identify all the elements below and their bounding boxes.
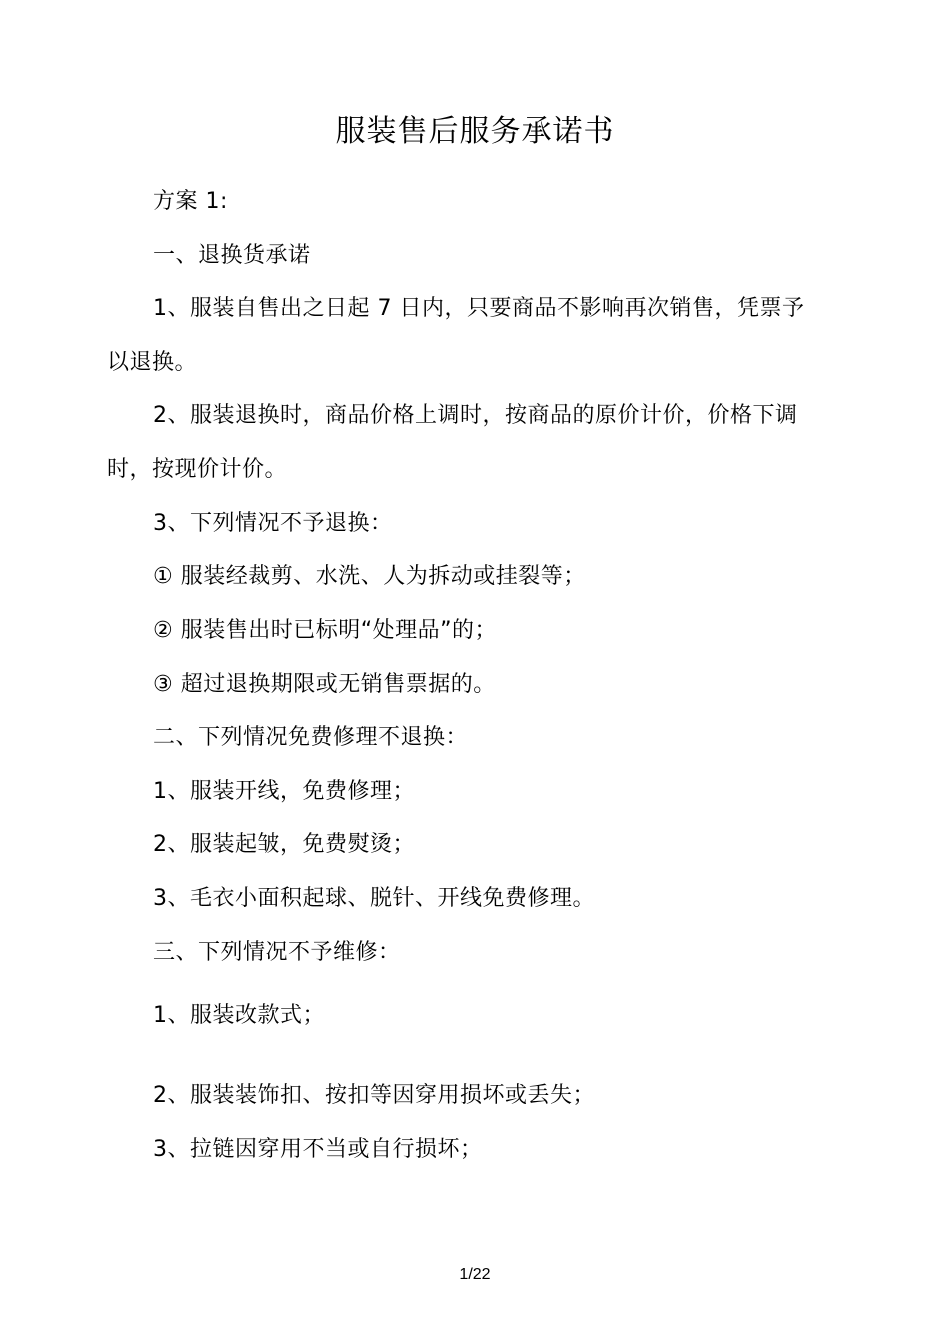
list-item: 2、服装起皱，免费熨烫； xyxy=(153,832,415,857)
paragraph-line-continued: 时，按现价计价。 xyxy=(107,457,288,482)
list-item: ③ 超过退换期限或无销售票据的。 xyxy=(153,672,496,697)
paragraph-line: 1、服装自售出之日起 7 日内，只要商品不影响再次销售，凭票予 xyxy=(153,296,805,321)
scheme-label: 方案 1: xyxy=(153,189,228,214)
list-item: ② 服装售出时已标明“处理品”的； xyxy=(153,618,498,643)
paragraph-line: 2、服装退换时，商品价格上调时，按商品的原价计价，价格下调 xyxy=(153,403,798,428)
list-item: 3、拉链因穿用不当或自行损坏； xyxy=(153,1137,483,1162)
section-heading-return-exchange: 一、退换货承诺 xyxy=(153,243,311,268)
list-item: 3、毛衣小面积起球、脱针、开线免费修理。 xyxy=(153,886,595,911)
list-item: 2、服装装饰扣、按扣等因穿用损坏或丢失； xyxy=(153,1083,595,1108)
list-item: 1、服装改款式； xyxy=(153,1003,325,1028)
paragraph-line-continued: 以退换。 xyxy=(107,350,198,375)
document-title: 服装售后服务承诺书 xyxy=(335,114,615,149)
list-item: 1、服装开线，免费修理； xyxy=(153,779,415,804)
section-heading-free-repair: 二、下列情况免费修理不退换： xyxy=(153,725,469,750)
page-number: 1/22 xyxy=(459,1266,491,1283)
paragraph-line: 3、下列情况不予退换： xyxy=(153,511,393,536)
section-heading-no-repair: 三、下列情况不予维修： xyxy=(153,940,401,965)
list-item: ① 服装经裁剪、水洗、人为拆动或挂裂等； xyxy=(153,564,586,589)
